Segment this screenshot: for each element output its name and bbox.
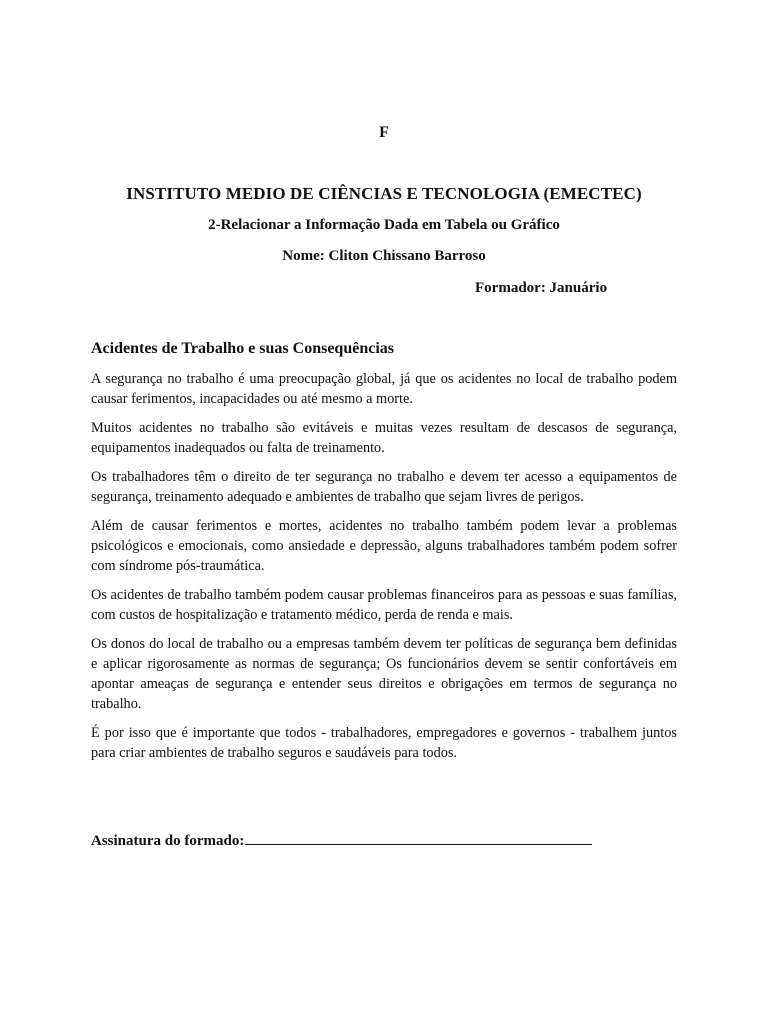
- signature-block: [91, 829, 592, 850]
- student-name: Nome: Cliton Chissano Barroso: [282, 248, 486, 264]
- paragraph: Os acidentes de trabalho também podem causar problemas financeiros para as pessoas e suas famílias, com custos de hospitalização e tratamento médico, perda de renda e mais.: [91, 587, 677, 623]
- paragraph: É por isso que é importante que todos - trabalhadores, empregadores e governos - trabalhem juntos para criar ambientes de trabalho seguros e saudáveis para todos.: [91, 725, 677, 761]
- paragraph: A segurança no trabalho é uma preocupação global, já que os acidentes no local de trabalho podem causar ferimentos, incapacidades ou até mesmo a morte.: [91, 371, 677, 407]
- institute-title: INSTITUTO MEDIO DE CIÊNCIAS E TECNOLOGIA (EMECTEC): [126, 184, 642, 203]
- main-content: [91, 339, 677, 772]
- header-letter: F: [379, 124, 389, 141]
- paragraph: Os trabalhadores têm o direito de ter segurança no trabalho e devem ter acesso a equipamentos de segurança, treinamento adequado e ambientes de trabalho que sejam livres de perigos.: [91, 469, 677, 505]
- trainer-name: Formador: Januário: [475, 280, 608, 296]
- paragraph: Além de causar ferimentos e mortes, acidentes no trabalho também podem levar a problemas psicológicos e emocionais, como ansiedade e depressão, alguns trabalhadores também podem sofrer com síndrome pós-traumática.: [91, 518, 677, 574]
- signature-line: [245, 829, 592, 845]
- paragraph: Os donos do local de trabalho ou a empresas também devem ter políticas de segurança bem definidas e aplicar rigorosamente as normas de segurança; Os funcionários devem se sentir confortáveis em apontar ameaças de segurança e entender seus direitos e obrigações em termos de segurança no trabalho.: [91, 636, 677, 712]
- signature-label: Assinatura do formado:: [91, 833, 245, 849]
- paragraph: Muitos acidentes no trabalho são evitáveis e muitas vezes resultam de descasos de segurança, equipamentos inadequados ou falta de treinamento.: [91, 420, 677, 456]
- section-heading: Acidentes de Trabalho e suas Consequências: [91, 340, 394, 357]
- assignment-subtitle: 2-Relacionar a Informação Dada em Tabela ou Gráfico: [208, 217, 560, 233]
